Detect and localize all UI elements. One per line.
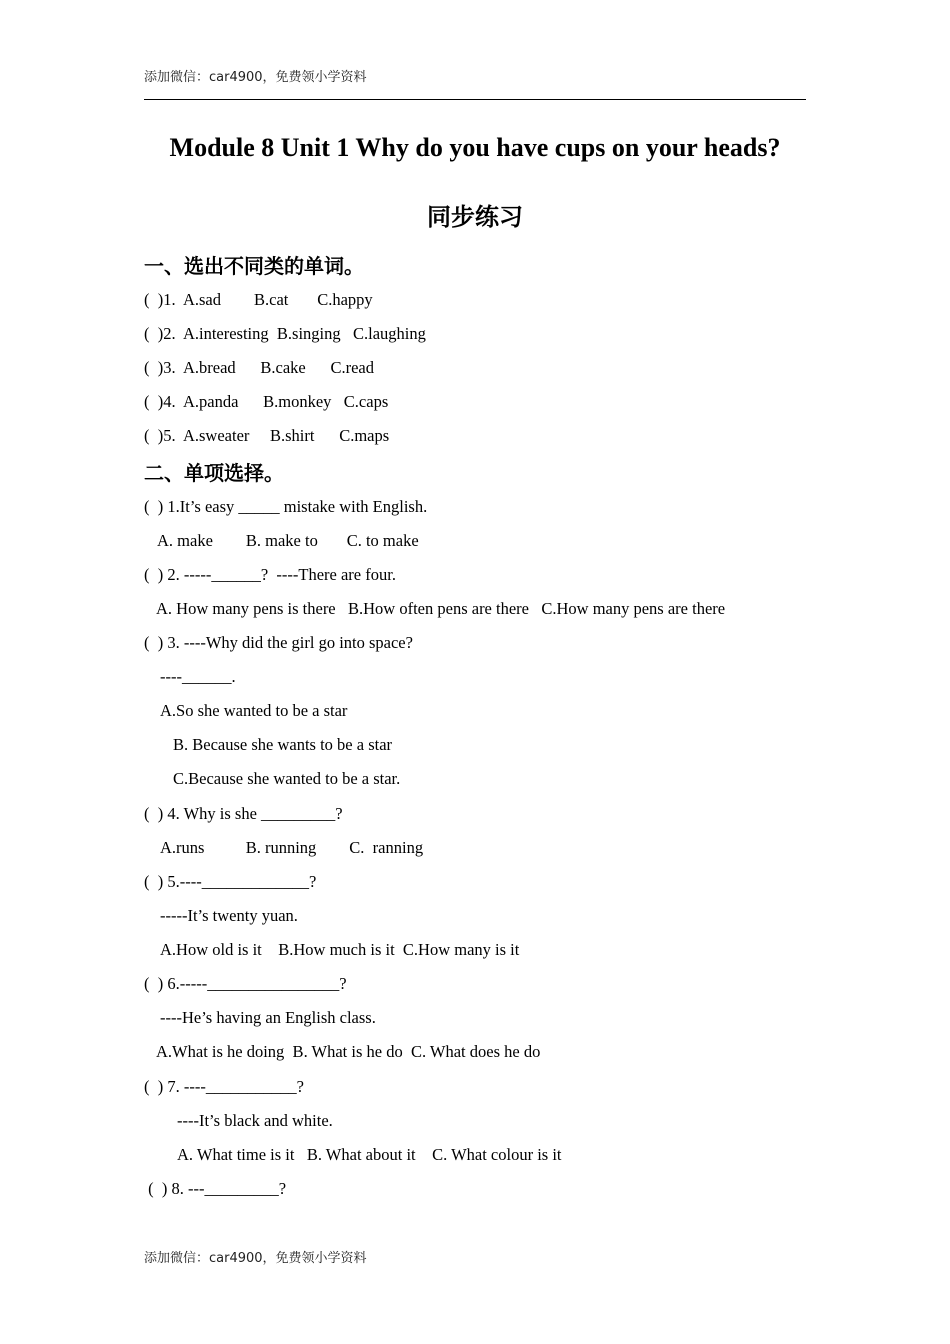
question-line: ( )4. A.panda B.monkey C.caps [144,392,389,411]
answer-line: ----He’s having an English class. [160,1008,376,1027]
option-line: A. make B. make to C. to make [157,531,419,550]
section-2-heading: 二、单项选择。 [144,461,284,485]
section-1-heading: 一、选出不同类的单词。 [144,254,364,278]
answer-line: ----It’s black and white. [177,1111,333,1130]
option-line: A.runs B. running C. ranning [160,838,424,857]
option-line: A. How many pens is there B.How often pens are there C.How many pens are there [156,599,726,618]
page-footer: 添加微信：car4900，免费领小学资料 [144,1251,367,1266]
question-line: ( ) 5.----_____________? [144,872,317,891]
header-divider [144,99,806,100]
answer-line: ----______. [160,667,236,686]
option-line: A.So she wanted to be a star [160,701,348,720]
question-line: ( ) 8. ---_________? [144,1179,287,1198]
question-line: ( ) 1.It’s easy _____ mistake with English. [144,497,428,516]
worksheet-title: Module 8 Unit 1 Why do you have cups on your heads? [169,133,781,162]
question-line: ( ) 7. ----___________? [144,1077,304,1096]
question-line: ( ) 2. -----______? ----There are four. [144,565,396,584]
option-line: C.Because she wanted to be a star. [173,769,401,788]
question-line: ( )5. A.sweater B.shirt C.maps [144,426,390,445]
answer-line: -----It’s twenty yuan. [160,906,298,925]
option-line: B. Because she wants to be a star [173,735,393,754]
question-line: ( ) 6.-----________________? [144,974,347,993]
question-line: ( )2. A.interesting B.singing C.laughing [144,324,426,343]
worksheet-subtitle: 同步练习 [427,203,523,231]
question-line: ( )3. A.bread B.cake C.read [144,358,375,377]
option-line: A. What time is it B. What about it C. What colour is it [177,1145,562,1164]
option-line: A.What is he doing B. What is he do C. What does he do [156,1042,541,1061]
question-line: ( ) 3. ----Why did the girl go into space? [144,633,413,652]
page-header: 添加微信：car4900，免费领小学资料 [144,70,367,85]
question-line: ( ) 4. Why is she _________? [144,804,343,823]
option-line: A.How old is it B.How much is it C.How many is it [160,940,520,959]
question-line: ( )1. A.sad B.cat C.happy [144,290,373,309]
